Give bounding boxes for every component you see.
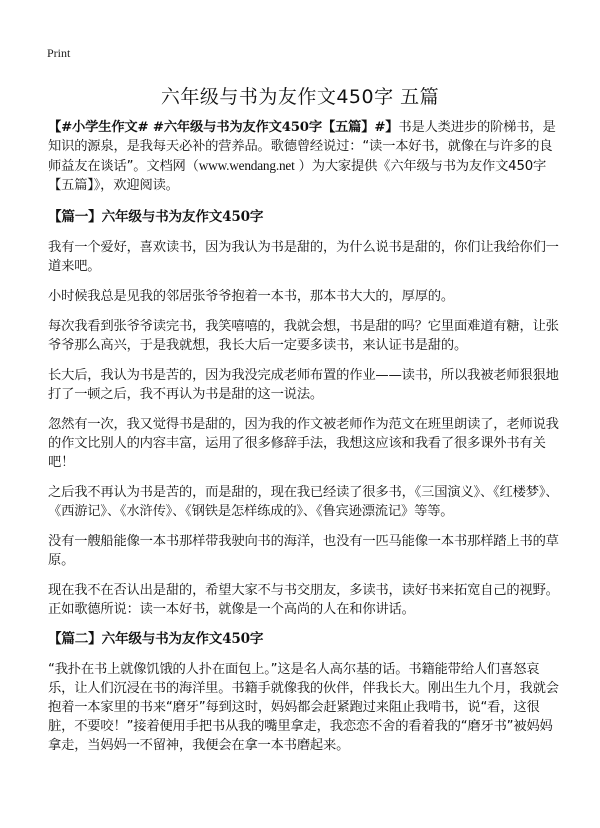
document-body <box>48 118 564 766</box>
section-heading: 【篇二】六年级与书为友作文450字 <box>48 631 264 647</box>
website-link: www.wendang.net <box>198 158 295 173</box>
paragraph: 每次我看到张爷爷读完书，我笑嘻嘻的，我就会想，书是甜的吗？它里面难道有糖，让张爷爷那么高兴，于是我就想，我长大后一定要多读书，来认证书是甜的。 <box>48 319 559 353</box>
document-title: 六年级与书为友作文450字 五篇 <box>160 86 440 108</box>
section-heading: 【篇一】六年级与书为友作文450字 <box>48 209 264 225</box>
section-2 <box>48 630 564 755</box>
paragraph: 长大后，我认为书是苦的，因为我没完成老师布置的作业——读书，所以我被老师狠狠地打了一顿之后，我不再认为书是甜的这一说法。 <box>48 368 559 402</box>
paragraph: 现在我不在否认出是甜的，希望大家不与书交朋友，多读书，读好书来拓宽自己的视野。正如歌德所说：读一本好书，就像是一个高尚的人在和你讲话。 <box>48 583 559 617</box>
paragraph: 没有一艘船能像一本书那样带我驶向书的海洋，也没有一匹马能像一本书那样踏上书的草原。 <box>48 534 559 568</box>
paragraph: 之后我不再认为书是苦的，而是甜的，现在我已经读了很多书，《三国演义》、《红楼梦》、《西游记》、《水浒传》、《钢铁是怎样练成的》、《鲁宾逊漂流记》等等。 <box>48 485 559 519</box>
intro-text: 书是人类进步的阶梯书，是知识的源泉，是我每天必补的营养品。歌德曾经说过：“读一本好书，就像在与许多的良师益友在谈话”。文档网（ <box>48 120 556 174</box>
intro-tag: 【#小学生作文# #六年级与书为友作文450字【五篇】#】 <box>48 120 399 135</box>
section-1 <box>48 208 564 619</box>
paragraph: “我扑在书上就像饥饿的人扑在面包上。”这是名人高尔基的话。书籍能带给人们喜怒哀乐，让人们沉浸在书的海洋里。书籍手就像我的伙伴，伴我长大。刚出生九个月，我就会抱着一本家里的书来“磨牙”每到这时，妈妈都会赶紧跑过来阻止我啃书，说“看，这很脏，不要咬！”接着便用手把书从我的嘴里拿走，我恋恋不舍的看着我的“磨牙书”被妈妈拿走，当妈妈一不留神，我便会在拿一本书磨起来。 <box>48 662 559 753</box>
paragraph: 小时候我总是见我的邻居张爷爷抱着一本书，那本书大大的，厚厚的。 <box>48 289 455 304</box>
intro-paragraph <box>48 118 564 195</box>
print-label: Print <box>47 46 71 60</box>
paragraph: 忽然有一次，我又觉得书是甜的，因为我的作文被老师作为范文在班里朗读了，老师说我的作文比别人的内容丰富，运用了很多修辞手法，我想这应该和我看了很多课外书有关吧！ <box>48 417 559 470</box>
paragraph: 我有一个爱好，喜欢读书，因为我认为书是甜的，为什么说书是甜的，你们让我给你们一道来吧。 <box>48 240 559 274</box>
intro-text-end: ）为大家提供《六年级与书为友作文450字【五篇】》，欢迎阅读。 <box>48 159 547 193</box>
